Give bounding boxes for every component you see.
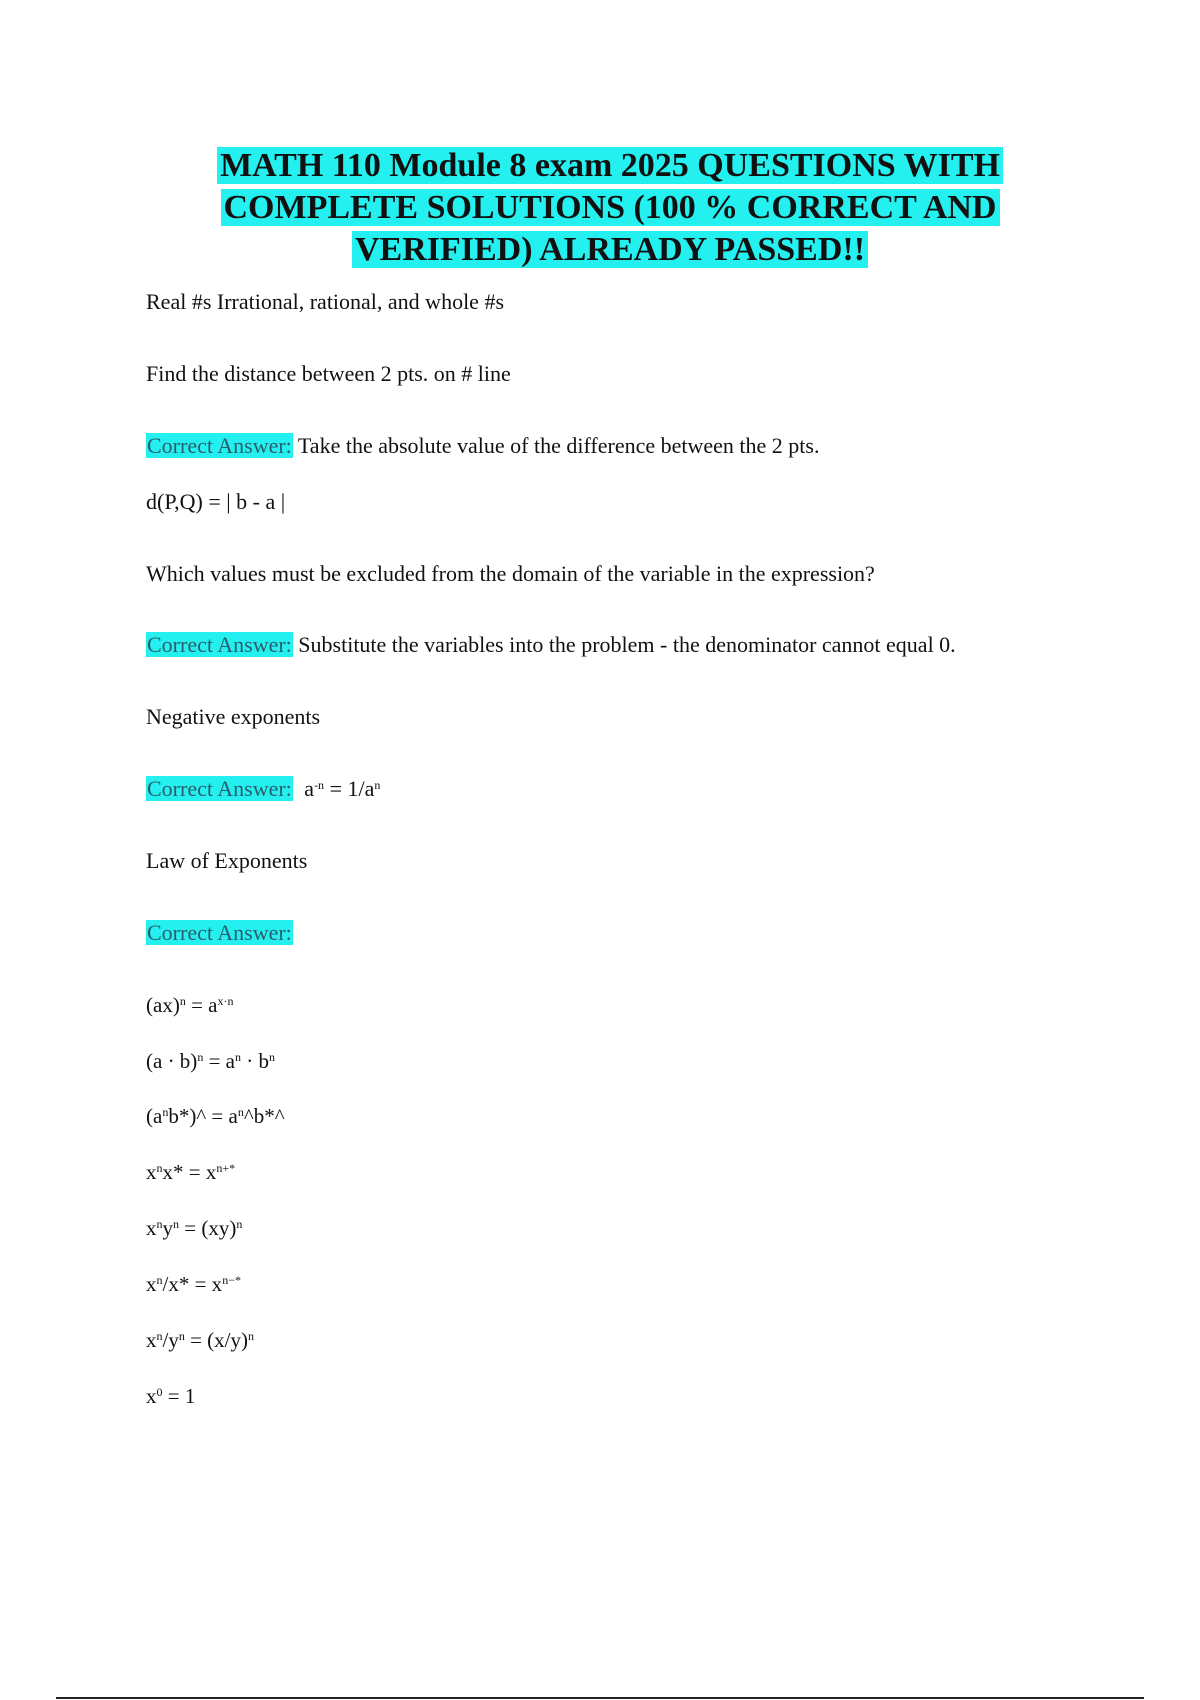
answer-1-formula: d(P,Q) = | b - a |: [146, 489, 286, 514]
correct-answer-label: Correct Answer:: [147, 632, 292, 657]
question-4: Law of Exponents: [146, 848, 308, 873]
correct-answer-label: Correct Answer:: [147, 920, 292, 945]
exponent-law-7: $x^n/y^n = (x/y)^n$: [146, 1328, 255, 1352]
title-line-1: MATH 110 Module 8 exam 2025 QUESTIONS WITH: [217, 147, 1003, 184]
correct-answer-label: Correct Answer:: [147, 433, 292, 458]
document-title: [140, 145, 1080, 271]
answer-2-text: Substitute the variables into the problem - the denominator cannot equal 0.: [298, 632, 956, 657]
answer-3: [146, 775, 380, 803]
question-1: Find the distance between 2 pts. on # line: [146, 361, 511, 386]
exponent-law-8: $x^0 = 1$: [146, 1384, 196, 1408]
exponent-law-6: $x^n/x* = x^{n-*}$: [146, 1272, 241, 1296]
answer-2: [146, 631, 956, 659]
answer-4: [146, 919, 293, 947]
question-2: Which values must be excluded from the domain of the variable in the expression?: [146, 561, 875, 586]
exponent-law-1: $(ax)^n = a^{x\cdot n}$: [146, 993, 234, 1017]
exponent-law-4: $x^nx* = x^{n+*}$: [146, 1160, 236, 1184]
section-heading: Real #s Irrational, rational, and whole #s: [146, 289, 505, 314]
question-3: Negative exponents: [146, 704, 321, 729]
title-line-3: VERIFIED) ALREADY PASSED!!: [352, 231, 868, 268]
exponent-law-3: $(a^nb*)\^{}$ = $a^n\^{}b*\^{}$: [146, 1104, 285, 1128]
footer-rule: [56, 1697, 1144, 1699]
correct-answer-label: Correct Answer:: [147, 776, 292, 801]
answer-3-formula: $a^{-n} = 1/a^n$: [304, 776, 381, 801]
exponent-law-2: $(a \cdot b)^n = a^n \cdot b^n$: [146, 1049, 275, 1073]
exponent-law-5: $x^ny^n = (xy)^n$: [146, 1216, 243, 1240]
answer-1-text: Take the absolute value of the difference between the 2 pts.: [297, 433, 820, 458]
title-line-2: COMPLETE SOLUTIONS (100 % CORRECT AND: [221, 189, 1000, 226]
answer-1: [146, 432, 819, 460]
